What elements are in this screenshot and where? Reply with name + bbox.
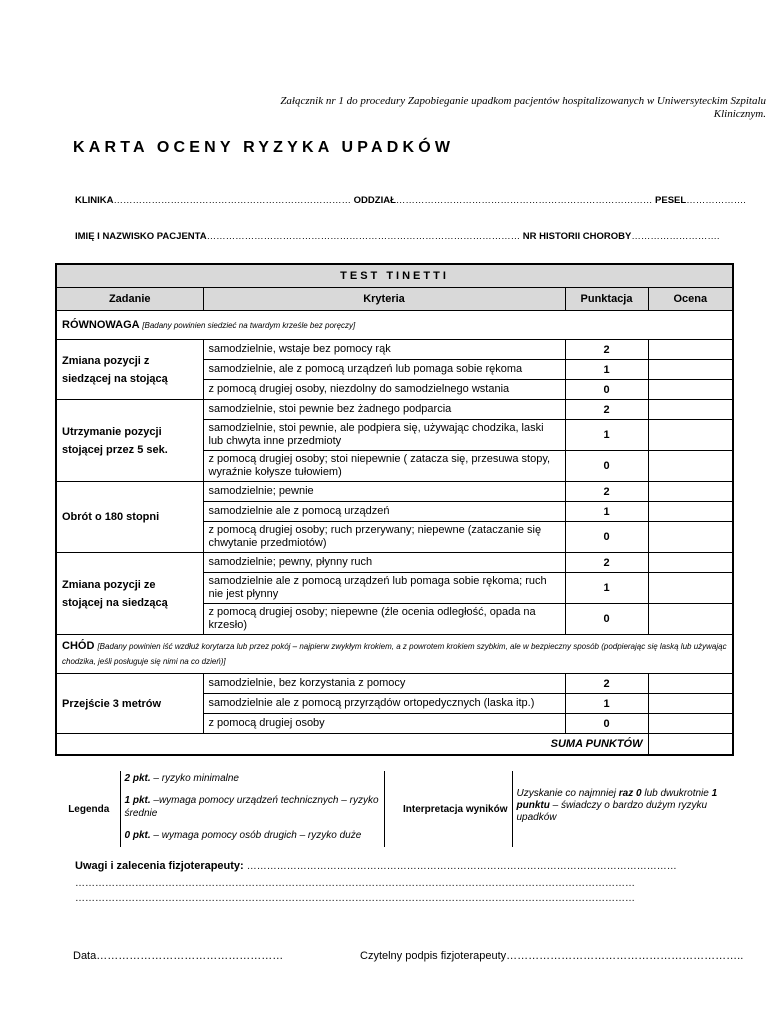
remarks-line-2[interactable]: …………………………………………………………………………………………………………………………………………………… — [75, 878, 635, 889]
patient-name-line — [75, 231, 719, 242]
signature-field[interactable]: ……………………………………………………….. — [506, 950, 744, 962]
criterion: samodzielnie; pewny, płynny ruch — [203, 553, 565, 573]
points-value: 1 — [565, 573, 648, 604]
score-cell[interactable] — [648, 360, 733, 380]
criterion: z pomocą drugiej osoby; niepewne (źle ocenia odległość, opada na krzesło) — [203, 604, 565, 635]
points-value: 0 — [565, 604, 648, 635]
points-value: 1 — [565, 694, 648, 714]
signature-label: Czytelny podpis fizjoterapeuty — [360, 950, 507, 962]
clinic-field[interactable]: ………………………………………………………………… — [113, 195, 352, 206]
criterion: samodzielnie ale z pomocą przyrządów ortopedycznych (laska itp.) — [203, 694, 565, 714]
tinetti-table — [55, 263, 734, 756]
pesel-label: PESEL — [655, 195, 687, 206]
clinic-ward-pesel-line — [75, 195, 746, 206]
score-cell[interactable] — [648, 482, 733, 502]
criterion: z pomocą drugiej osoby — [203, 714, 565, 734]
points-value: 2 — [565, 553, 648, 573]
remarks-line-3[interactable]: …………………………………………………………………………………………………………………………………………………… — [75, 893, 635, 904]
points-value: 2 — [565, 340, 648, 360]
task-turn-180: Obrót o 180 stopni — [56, 482, 203, 553]
points-value: 0 — [565, 522, 648, 553]
points-value: 1 — [565, 420, 648, 451]
history-number-field[interactable]: ………………………. — [631, 231, 720, 242]
criterion: samodzielnie, stoi pewnie bez żadnego podparcia — [203, 400, 565, 420]
score-cell[interactable] — [648, 604, 733, 635]
section-balance-note: [Badany powinien siedzieć na twardym krześle bez poręczy] — [142, 321, 356, 330]
date-line — [73, 950, 283, 962]
patient-name-label: IMIĘ I NAZWISKO PACJENTA — [75, 231, 207, 242]
legend-item: 2 pkt. – ryzyko minimalne — [124, 773, 239, 784]
task-walk-3m: Przejście 3 metrów — [56, 674, 203, 734]
section-walking — [56, 635, 733, 674]
criterion: samodzielnie ale z pomocą urządzeń lub pomaga sobie rękoma; ruch nie jest płynny — [203, 573, 565, 604]
annex-note — [230, 95, 766, 121]
score-cell[interactable] — [648, 522, 733, 553]
criterion: samodzielnie, ale z pomocą urządzeń lub pomaga sobie rękoma — [203, 360, 565, 380]
points-value: 2 — [565, 674, 648, 694]
clinic-label: KLINIKA — [75, 195, 114, 206]
criterion: samodzielnie, wstaje bez pomocy rąk — [203, 340, 565, 360]
points-value: 1 — [565, 360, 648, 380]
ward-field[interactable]: ……………………………………………………………………… — [395, 195, 653, 206]
date-field[interactable]: …………………………………………… — [96, 950, 284, 962]
criterion: samodzielnie ale z pomocą urządzeń — [203, 502, 565, 522]
score-cell[interactable] — [648, 502, 733, 522]
points-value: 0 — [565, 380, 648, 400]
criterion: z pomocą drugiej osoby; ruch przerywany; niepewne (zataczanie się chwytanie przedmiotów) — [203, 522, 565, 553]
score-cell[interactable] — [648, 694, 733, 714]
criterion: samodzielnie, stoi pewnie, ale podpiera się, używając chodzika, laski lub chwyta inne przedmioty — [203, 420, 565, 451]
section-walking-label: CHÓD — [62, 640, 95, 652]
page-title: KARTA OCENY RYZYKA UPADKÓW — [73, 139, 455, 156]
pesel-field[interactable]: ………………. — [686, 195, 746, 206]
score-cell[interactable] — [648, 380, 733, 400]
table-title: TEST TINETTI — [56, 264, 733, 288]
section-balance-label: RÓWNOWAGA — [62, 319, 140, 331]
col-header-task: Zadanie — [56, 288, 203, 311]
task-sit-to-stand: Zmiana pozycji z siedzącej na stojącą — [56, 340, 203, 400]
criterion: z pomocą drugiej osoby, niezdolny do samodzielnego wstania — [203, 380, 565, 400]
score-cell[interactable] — [648, 340, 733, 360]
date-label: Data — [73, 950, 97, 962]
total-points-label: SUMA PUNKTÓW — [56, 734, 648, 756]
legend-item: 0 pkt. – wymaga pomocy osób drugich – ryzyko duże — [124, 830, 362, 841]
points-value: 2 — [565, 482, 648, 502]
section-walking-note: [Badany powinien iść wzdłuż korytarza lub przez pokój – najpierw zwykłym krokiem, a z powrotem krokiem szybkim, ale w bezpieczny sposób (podpierając się laską lub używając chodzika, jeśli posługuje się nimi na co dzień)] — [62, 642, 727, 666]
score-cell[interactable] — [648, 451, 733, 482]
section-balance — [56, 311, 733, 340]
points-value: 1 — [565, 502, 648, 522]
points-value: 0 — [565, 714, 648, 734]
score-cell[interactable] — [648, 420, 733, 451]
score-cell[interactable] — [648, 573, 733, 604]
ward-label: ODDZIAŁ — [353, 195, 396, 206]
signature-line — [360, 950, 743, 962]
legend-item: 1 pkt. –wymaga pomocy urządzeń technicznych – ryzyko średnie — [124, 795, 379, 819]
interpretation-text: Uzyskanie co najmniej raz 0 lub dwukrotnie 1 punktu – świadczy o bardzo dużym ryzyku upadków — [516, 788, 718, 823]
interpretation-label: Interpretacja wyników — [384, 771, 512, 847]
score-cell[interactable] — [648, 714, 733, 734]
legend-label: Legenda — [68, 803, 110, 815]
points-value: 2 — [565, 400, 648, 420]
remarks-line — [75, 860, 677, 872]
criterion: samodzielnie, bez korzystania z pomocy — [203, 674, 565, 694]
remarks-label: Uwagi i zalecenia fizjoterapeuty: — [75, 860, 244, 872]
col-header-points: Punktacja — [565, 288, 648, 311]
task-standing-5s: Utrzymanie pozycji stojącej przez 5 sek. — [56, 400, 203, 482]
annex-line-1: Załącznik nr 1 do procedury Zapobieganie upadkom pacjentów hospitalizowanych w Uniwersyteckim Szpitalu — [280, 95, 766, 107]
remarks-field[interactable]: ………………………………………………………………………………………………………………… — [246, 861, 677, 872]
col-header-criteria: Kryteria — [203, 288, 565, 311]
criterion: samodzielnie; pewnie — [203, 482, 565, 502]
legend-items — [120, 771, 384, 847]
task-stand-to-sit: Zmiana pozycji ze stojącej na siedzącą — [56, 553, 203, 635]
score-cell[interactable] — [648, 400, 733, 420]
score-cell[interactable] — [648, 553, 733, 573]
points-value: 0 — [565, 451, 648, 482]
score-cell[interactable] — [648, 674, 733, 694]
patient-name-field[interactable]: ……………………………………………………………………………………… — [206, 231, 521, 242]
history-number-label: NR HISTORII CHOROBY — [522, 231, 632, 242]
col-header-score: Ocena — [648, 288, 733, 311]
annex-line-2: Klinicznym. — [713, 108, 766, 120]
criterion: z pomocą drugiej osoby; stoi niepewnie ( zatacza się, przesuwa stopy, wyraźnie kołysze tułowiem) — [203, 451, 565, 482]
total-points-cell[interactable] — [648, 734, 733, 756]
legend-section — [58, 771, 730, 847]
